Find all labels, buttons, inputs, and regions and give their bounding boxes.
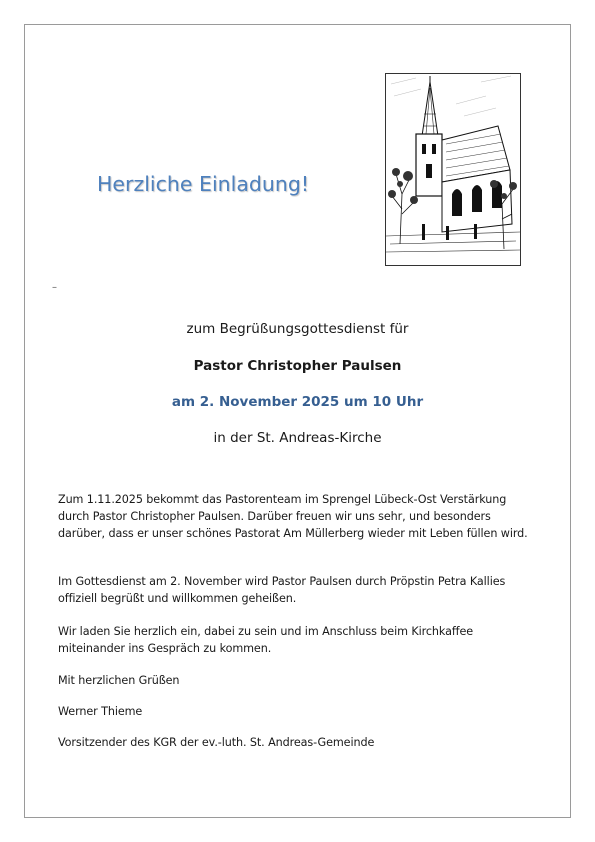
signature-name: Werner Thieme	[58, 705, 143, 718]
pastor-name: Pastor Christopher Paulsen	[193, 358, 402, 374]
dash-mark: –	[52, 282, 57, 293]
occasion-line: zum Begrüßungsgottesdienst für	[186, 321, 409, 337]
signature-role: Vorsitzender des KGR der ev.-luth. St. Andreas-Gemeinde	[58, 736, 375, 749]
closing-greeting: Mit herzlichen Grüßen	[58, 674, 180, 687]
church-drawing-icon	[386, 74, 520, 265]
paragraph-service: Im Gottesdienst am 2. November wird Pastor Paulsen durch Pröpstin Petra Kallies offiziell begrüßt und willkommen geheißen.	[58, 575, 506, 605]
location-line: in der St. Andreas-Kirche	[213, 430, 382, 446]
headline: Herzliche Einladung!	[97, 172, 310, 196]
paragraph-intro: Zum 1.11.2025 bekommt das Pastorenteam im Sprengel Lübeck-Ost Verstärkung durch Pastor Christopher Paulsen. Darüber freuen wir uns sehr, und besonders darüber, dass er unser schönes Pastorat Am Müllerberg wieder mit Leben füllen wird.	[58, 493, 528, 540]
date-line: am 2. November 2025 um 10 Uhr	[171, 394, 424, 410]
paragraph-invitation: Wir laden Sie herzlich ein, dabei zu sein und im Anschluss beim Kirchkaffee miteinander ins Gespräch zu kommen.	[58, 625, 474, 655]
church-image	[385, 73, 521, 266]
